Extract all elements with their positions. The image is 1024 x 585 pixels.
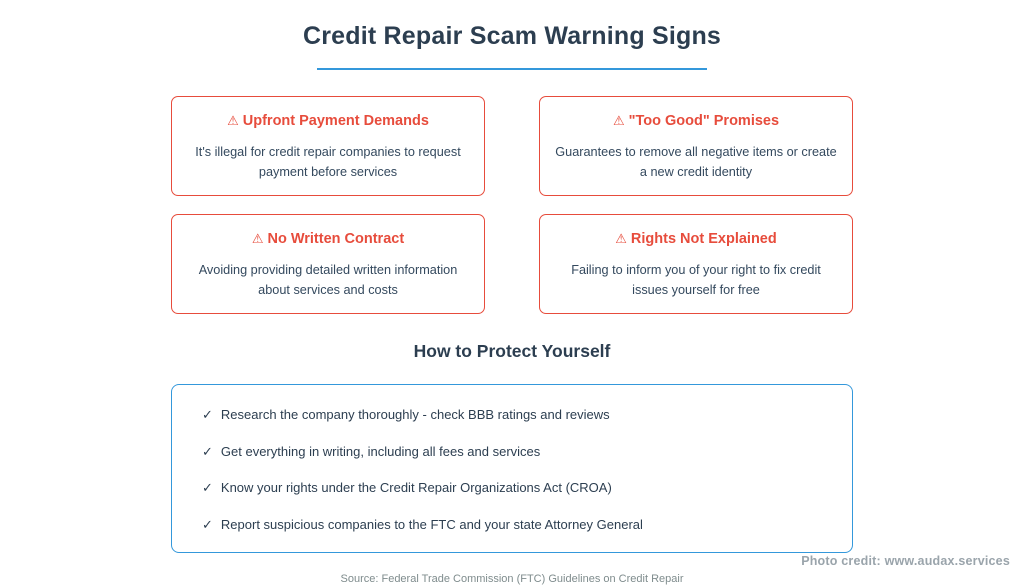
warning-card-title-text: "Too Good" Promises xyxy=(628,113,780,129)
warning-cards-grid xyxy=(171,96,853,314)
list-item-label: Know your rights under the Credit Repair Organizations Act (CROA) xyxy=(220,480,612,496)
list-item xyxy=(202,407,822,423)
warning-card-title-text: Upfront Payment Demands xyxy=(242,113,429,129)
list-item-label: Report suspicious companies to the FTC and your state Attorney General xyxy=(220,516,643,532)
source-note: Source: Federal Trade Commission (FTC) Guidelines on Credit Repair xyxy=(340,573,684,585)
warning-card-title xyxy=(186,113,470,130)
warning-card xyxy=(539,214,853,314)
list-item xyxy=(202,444,822,460)
page-title: Credit Repair Scam Warning Signs xyxy=(302,22,722,50)
photo-credit-url: www.audax.services xyxy=(884,554,1010,568)
photo-credit xyxy=(801,554,1010,568)
check-icon: ✓ xyxy=(202,407,213,422)
photo-credit-label: Photo credit: xyxy=(801,554,881,568)
protect-section-heading: How to Protect Yourself xyxy=(413,341,611,361)
warning-card-title xyxy=(554,231,838,248)
warning-card-description: It's illegal for credit repair companies to request payment before services xyxy=(195,145,461,180)
check-icon: ✓ xyxy=(202,480,213,496)
list-item-label: Research the company thoroughly - check BBB ratings and reviews xyxy=(220,407,610,422)
warning-card-description: Avoiding providing detailed written information about services and costs xyxy=(198,263,458,298)
warning-card xyxy=(171,96,485,196)
warning-triangle-icon: ⚠ xyxy=(251,231,264,246)
warning-card xyxy=(539,96,853,196)
check-icon: ✓ xyxy=(202,443,213,459)
protect-tips-box xyxy=(171,384,853,553)
warning-card-title-text: No Written Contract xyxy=(267,231,405,247)
warning-card-title xyxy=(554,113,838,130)
list-item xyxy=(202,517,822,533)
warning-triangle-icon: ⚠ xyxy=(612,113,625,128)
warning-card-title xyxy=(186,231,470,248)
list-item xyxy=(202,480,822,496)
warning-triangle-icon: ⚠ xyxy=(615,231,627,246)
check-icon: ✓ xyxy=(202,516,213,532)
warning-card-title-text: Rights Not Explained xyxy=(630,231,777,247)
warning-card-description: Failing to inform you of your right to fix credit issues yourself for free xyxy=(571,263,821,298)
warning-card xyxy=(171,214,485,314)
list-item-label: Get everything in writing, including all fees and services xyxy=(220,443,541,459)
warning-card-description: Guarantees to remove all negative items or create a new credit identity xyxy=(555,145,837,180)
title-underline-divider xyxy=(317,68,707,70)
warning-triangle-icon: ⚠ xyxy=(227,113,239,128)
